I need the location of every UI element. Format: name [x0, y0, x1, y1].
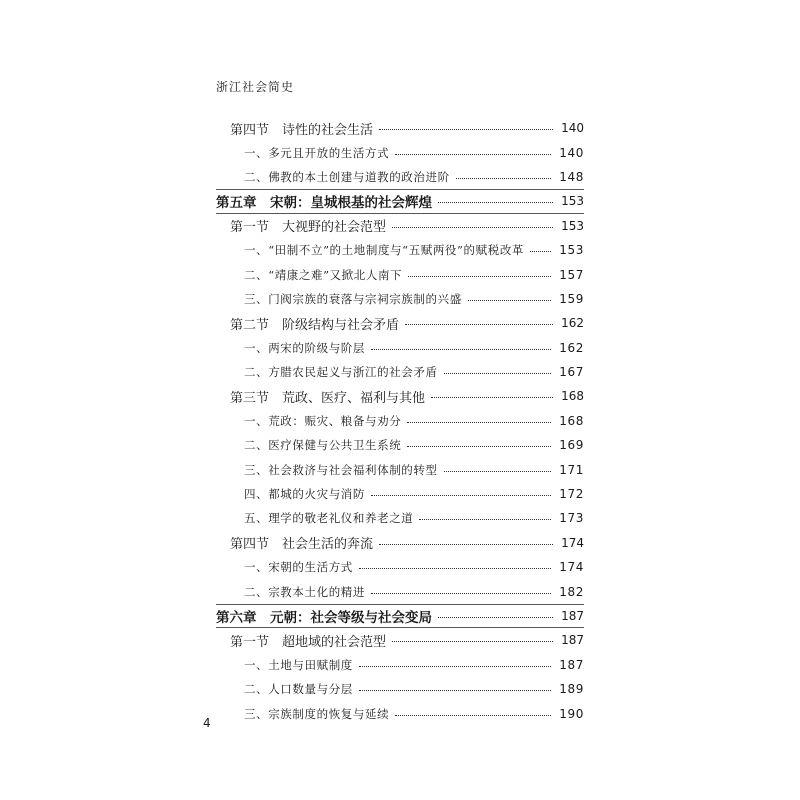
- toc-entry-page: 140: [559, 145, 584, 160]
- toc-entry-title: 二、佛教的本土创建与道教的政治进阶: [244, 169, 450, 184]
- toc-entry-page: 172: [559, 487, 584, 502]
- toc-entry-item: [216, 140, 584, 164]
- toc-entry-item: [216, 506, 584, 530]
- toc-entry-item: [216, 360, 584, 384]
- toc-entry-title: 第一节 大视野的社会范型: [230, 220, 387, 236]
- toc-entry-page: 182: [559, 584, 584, 599]
- toc-entry-page: 174: [559, 560, 584, 575]
- dot-leader: [468, 300, 551, 301]
- toc-entry-page: 187: [559, 657, 584, 672]
- toc-entry-item: [216, 482, 584, 506]
- toc-entry-title: 第二节 阶级结构与社会矛盾: [230, 317, 400, 333]
- toc-entry-page: 140: [561, 121, 584, 136]
- toc-entry-title: 一、“田制不立”的土地制度与“五赋两役”的赋税改革: [244, 243, 525, 258]
- dot-leader: [444, 471, 552, 472]
- table-of-contents: [216, 116, 584, 726]
- dot-leader: [444, 373, 552, 374]
- dot-leader: [359, 690, 551, 691]
- toc-entry-section: [216, 116, 584, 140]
- toc-entry-title: 第五章 宋朝：皇城根基的社会辉煌: [216, 195, 432, 212]
- toc-entry-page: 153: [561, 194, 584, 209]
- toc-entry-title: 一、土地与田赋制度: [244, 657, 353, 672]
- toc-entry-page: 187: [561, 609, 584, 623]
- toc-entry-page: 153: [559, 243, 584, 258]
- toc-entry-title: 一、宋朝的生活方式: [244, 560, 353, 575]
- toc-entry-title: 一、两宋的阶级与阶层: [244, 340, 365, 355]
- dot-leader: [371, 593, 551, 594]
- toc-entry-title: 第四节 诗性的社会生活: [230, 122, 374, 138]
- toc-entry-item: [216, 433, 584, 457]
- toc-entry-section: [216, 384, 584, 408]
- dot-leader: [438, 202, 553, 203]
- toc-entry-title: 二、宗教本土化的精进: [244, 584, 365, 599]
- toc-entry-page: 168: [561, 389, 584, 404]
- toc-entry-page: 190: [559, 706, 584, 721]
- toc-entry-item: [216, 336, 584, 360]
- dot-leader: [379, 129, 553, 130]
- toc-entry-page: 162: [561, 316, 584, 331]
- toc-entry-title: 四、都城的火灾与消防: [244, 487, 365, 502]
- toc-entry-chapter: [216, 189, 584, 213]
- toc-entry-title: 二、方腊农民起义与浙江的社会矛盾: [244, 365, 438, 380]
- toc-entry-title: 二、人口数量与分层: [244, 682, 353, 697]
- dot-leader: [408, 276, 551, 277]
- toc-entry-title: 第三节 荒政、医疗、福利与其他: [230, 390, 426, 406]
- dot-leader: [438, 617, 553, 618]
- toc-entry-page: 169: [559, 438, 584, 453]
- toc-entry-item: [216, 262, 584, 286]
- dot-leader: [431, 397, 553, 398]
- dot-leader: [359, 666, 551, 667]
- toc-entry-item: [216, 653, 584, 677]
- toc-entry-title: 一、多元且开放的生活方式: [244, 145, 390, 160]
- toc-entry-page: 174: [561, 535, 584, 550]
- toc-entry-item: [216, 677, 584, 701]
- toc-entry-page: 167: [559, 365, 584, 380]
- dot-leader: [456, 178, 552, 179]
- dot-leader: [395, 154, 551, 155]
- dot-leader: [419, 519, 551, 520]
- toc-entry-item: [216, 287, 584, 311]
- toc-entry-section: [216, 214, 584, 238]
- toc-entry-section: [216, 531, 584, 555]
- toc-entry-title: 第四节 社会生活的奔流: [230, 537, 374, 553]
- toc-entry-page: 159: [559, 291, 584, 306]
- dot-leader: [371, 495, 551, 496]
- dot-leader: [395, 715, 551, 716]
- dot-leader: [371, 349, 551, 350]
- toc-entry-page: 173: [559, 511, 584, 526]
- toc-entry-item: [216, 457, 584, 481]
- toc-entry-item: [216, 579, 584, 603]
- running-header: 浙江社会简史: [216, 80, 295, 94]
- toc-entry-page: 189: [559, 682, 584, 697]
- toc-entry-page: 168: [559, 413, 584, 428]
- toc-entry-title: 第一节 超地域的社会范型: [230, 634, 387, 650]
- toc-entry-title: 二、医疗保健与公共卫生系统: [244, 438, 402, 453]
- dot-leader: [407, 422, 551, 423]
- toc-entry-title: 三、宗族制度的恢复与延续: [244, 706, 390, 721]
- toc-entry-title: 三、门阀宗族的衰落与宗祠宗族制的兴盛: [244, 291, 462, 306]
- toc-entry-title: 三、社会救济与社会福利体制的转型: [244, 462, 438, 477]
- toc-entry-title: 五、理学的敬老礼仪和养老之道: [244, 511, 414, 526]
- dot-leader: [392, 641, 553, 642]
- toc-entry-title: 一、荒政：赈灾、粮备与劝分: [244, 413, 402, 428]
- toc-entry-item: [216, 238, 584, 262]
- toc-entry-title: 二、“靖康之难”又掀北人南下: [244, 267, 403, 282]
- toc-entry-title: 第六章 元朝：社会等级与社会变局: [216, 610, 432, 626]
- toc-entry-item: [216, 409, 584, 433]
- page-number: 4: [203, 716, 211, 730]
- dot-leader: [407, 446, 551, 447]
- toc-entry-page: 162: [559, 340, 584, 355]
- toc-entry-page: 157: [559, 267, 584, 282]
- dot-leader: [392, 227, 553, 228]
- toc-entry-item: [216, 165, 584, 189]
- dot-leader: [530, 251, 551, 252]
- toc-entry-page: 148: [559, 169, 584, 184]
- toc-entry-chapter: [216, 604, 584, 628]
- toc-entry-item: [216, 555, 584, 579]
- toc-entry-page: 171: [559, 462, 584, 477]
- dot-leader: [379, 544, 553, 545]
- toc-entry-section: [216, 311, 584, 335]
- toc-entry-section: [216, 628, 584, 652]
- toc-entry-item: [216, 701, 584, 725]
- dot-leader: [405, 324, 553, 325]
- dot-leader: [359, 568, 551, 569]
- toc-entry-page: 187: [561, 633, 584, 648]
- toc-entry-page: 153: [561, 218, 584, 233]
